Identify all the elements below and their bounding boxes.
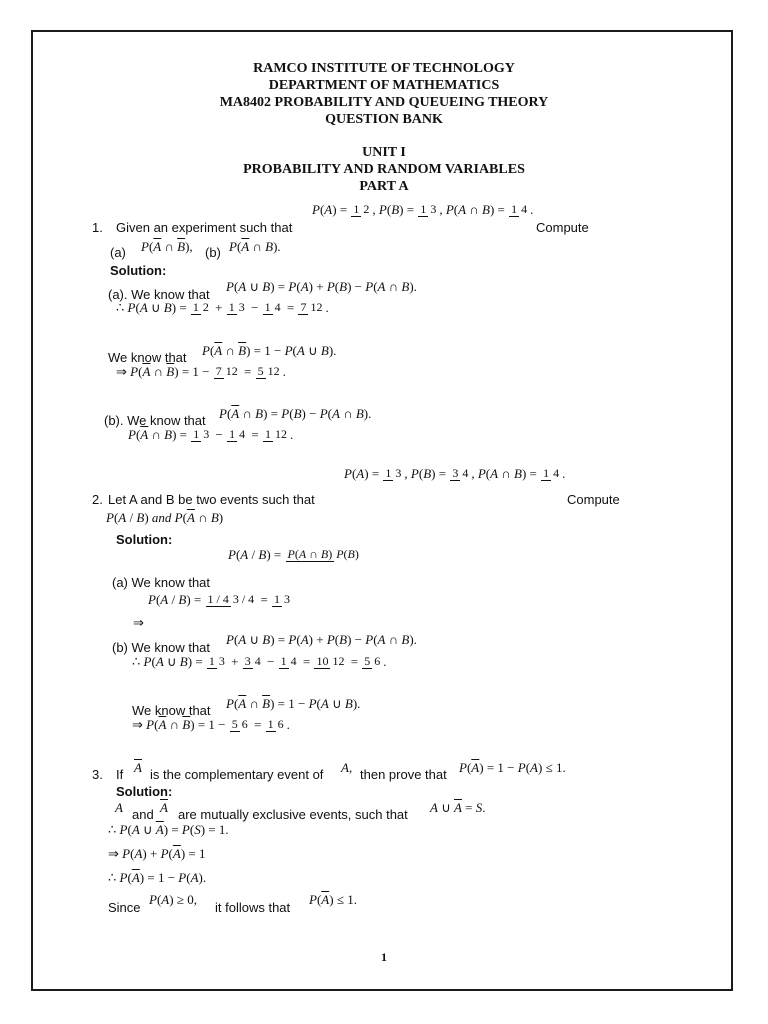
q1-text: Given an experiment such that [116,220,293,235]
q1-complement-equation: P ( $\overline{A}$ ∩ $\overline{B}$ ) = 1 − P ( A ∪ B ). [202,343,337,358]
q2-find-equation: P ( A / B ) and P ( $\overline{A}$ ∩ B ) [106,510,224,525]
q3-follows-text: it follows that [215,900,291,915]
q3-mutex-text: are mutually exclusive events, such that [178,807,408,822]
q2-conditional-equation: P ( A / B ) = P(A ∩ B) P(B) [228,547,359,562]
q3-text-1: is the complementary event of [150,767,324,782]
q1-union-equation: P ( A ∪ B ) = P ( A ) + P ( B ) − P ( A ∩ B ). [226,279,417,294]
q3-ge-equation: P ( A ) ≥ 0, [149,892,197,907]
q2-implies: ⇒ [133,615,144,630]
q1-solution-label: Solution: [110,263,167,278]
q3-eq-1: ∴ P ( A ∪ $\overline{A}$ ) = P ( S ) = 1. [108,822,229,837]
q1-complement-value-equation: ⇒ P ( $\overline{A}$ ∩ $\overline{B}$ ) = 1 − 7 12 = 5 12 . [116,364,286,379]
q3-eq-3: ∴ P ( $\overline{A}$ ) = 1 − P ( A ). [108,870,207,885]
q2-text: Let A and B be two events such that [108,492,315,507]
q3-a-symbol-2: A [115,800,123,815]
q1-compute: Compute [536,220,589,235]
page-number: 1 [381,950,387,964]
q2-conditional-value-equation: P ( A / B ) = 1 / 4 3 / 4 = 1 3 [148,592,291,607]
q3-sample-space-equation: A ∪ $\overline{A}$ = S . [430,800,486,815]
q2-compute: Compute [567,492,620,507]
q2-union-value-equation: ∴ P ( A ∪ B ) = 1 3 + 3 4 − 1 4 = 10 12 = 5 6 . [132,654,387,669]
q1-union-value-equation: ∴ P ( A ∪ B ) = 1 2 + 1 3 − 1 4 = 7 12 . [116,300,329,315]
q1-option-b: (b) [205,245,221,260]
q1-option-a: (a) [110,245,126,260]
q2-number: 2. [92,492,103,507]
q3-and: and [132,807,154,822]
q2-sol-a-text: (a) We know that [112,575,211,590]
q3-if: If [116,767,124,782]
q3-eq-2: ⇒ P ( A ) + P ( $\overline{A}$ ) = 1 [108,846,206,861]
q3-text-2: then prove that [360,767,447,782]
q1-b-equation: P ( $\overline{A}$ ∩ B ) = P ( B ) − P ( A ∩ B ). [219,406,372,421]
q1-number: 1. [92,220,103,235]
q1-sol-b-text: (b). We know that [104,413,206,428]
unit-title: PROBABILITY AND RANDOM VARIABLES [243,162,525,177]
q2-sol-b-text: (b) We know that [112,640,211,655]
q3-a-bar-symbol-2: $\overline{A}$ [160,800,168,815]
part-heading: PART A [359,179,409,194]
q3-number: 3. [92,767,103,782]
q1-sol-a-text: (a). We know that [108,287,210,302]
q1-b-value-equation: P ( $\overline{A}$ ∩ B ) = 1 3 − 1 4 = 1 12 . [128,427,294,442]
q1-find-b-equation: P ( $\overline{A}$ ∩ B ). [229,239,281,254]
q3-solution-label: Solution: [116,784,173,799]
q1-find-a-equation: P ( $\overline{A}$ ∩ $\overline{B}$ ), [141,239,193,254]
q1-know-text-1: We know that [108,350,187,365]
q2-solution-label: Solution: [116,532,173,547]
q2-know-text: We know that [132,703,211,718]
q3-le-equation: P ( $\overline{A}$ ) ≤ 1. [309,892,357,907]
q3-a-symbol: A , [341,760,353,775]
q2-complement-equation: P ( $\overline{A}$ ∩ $\overline{B}$ ) = 1 − P ( A ∪ B ). [226,696,361,711]
q3-a-bar-symbol: $\overline{A}$ [134,760,142,775]
institute-name: RAMCO INSTITUTE OF TECHNOLOGY [253,61,515,76]
course-title: MA8402 PROBABILITY AND QUEUEING THEORY [219,95,549,110]
q3-since: Since [108,900,141,915]
q2-union-equation: P ( A ∪ B ) = P ( A ) + P ( B ) − P ( A ∩ B ). [226,632,417,647]
q2-given-equation: P ( A ) = 1 3 , P ( B ) = 3 4 , P ( A ∩ B ) = 1 4 . [344,466,566,481]
q2-complement-value-equation: ⇒ P ( $\overline{A}$ ∩ $\overline{B}$ ) = 1 − 5 6 = 1 6 . [132,717,290,732]
department-name: DEPARTMENT OF MATHEMATICS [268,78,500,93]
q1-given-equation: P ( A ) = 1 2 , P ( B ) = 1 3 , P ( A ∩ B ) = 1 4 . [312,202,534,217]
unit-heading: UNIT I [362,145,406,160]
q3-prove-equation: P ( $\overline{A}$ ) = 1 − P ( A ) ≤ 1. [459,760,566,775]
document-type: QUESTION BANK [325,112,443,127]
